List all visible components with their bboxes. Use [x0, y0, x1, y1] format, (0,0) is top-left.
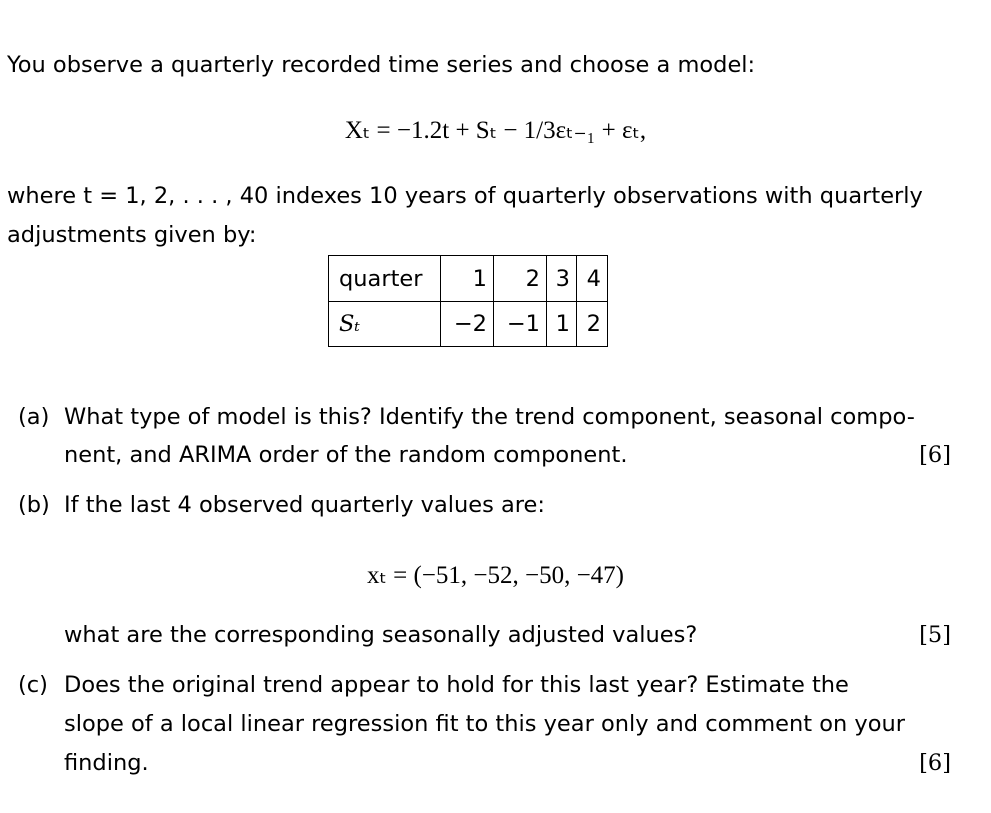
table-cell: 3 [547, 256, 577, 302]
table-cell: 1 [441, 256, 494, 302]
question-c-line-1: Does the original trend appear to hold for this last year? Estimate the [64, 672, 849, 698]
question-a-line-1: What type of model is this? Identify the trend component, seasonal compo- [64, 404, 915, 430]
seasonal-adjustment-table [328, 255, 608, 347]
question-b-line-1: If the last 4 observed quarterly values are: [64, 492, 545, 518]
table-cell: Sₜ [329, 302, 441, 347]
model-equation: Xₜ = −1.2t + Sₜ − 1/3εₜ₋₁ + εₜ, [344, 117, 647, 144]
where-line-2: adjustments given by: [7, 222, 257, 248]
table-cell: −2 [441, 302, 494, 347]
where-line-1: where t = 1, 2, . . . , 40 indexes 10 years of quarterly observations with quarterly [7, 183, 923, 209]
table-cell: −1 [494, 302, 547, 347]
question-a-label: (a) [18, 404, 50, 430]
question-b-line-2: what are the corresponding seasonally adjusted values? [64, 622, 698, 648]
question-c-line-2: slope of a local linear regression fit to this year only and comment on your [64, 711, 906, 737]
question-b-marks: [5] [919, 622, 951, 648]
question-b-equation: xₜ = (−51, −52, −50, −47) [366, 562, 625, 589]
table-cell: 1 [547, 302, 577, 347]
question-a-line-2: nent, and ARIMA order of the random component. [64, 442, 628, 468]
table-cell: 2 [577, 302, 608, 347]
question-b-label: (b) [18, 492, 50, 518]
table-row [329, 302, 608, 347]
table-header-row [329, 256, 608, 302]
question-a-marks: [6] [919, 442, 951, 468]
table-cell: quarter [329, 256, 441, 302]
intro-text: You observe a quarterly recorded time series and choose a model: [7, 52, 756, 78]
question-c-label: (c) [18, 672, 48, 698]
question-c-marks: [6] [919, 750, 951, 776]
question-c-line-3: finding. [64, 750, 149, 776]
table-cell: 2 [494, 256, 547, 302]
table-cell: 4 [577, 256, 608, 302]
